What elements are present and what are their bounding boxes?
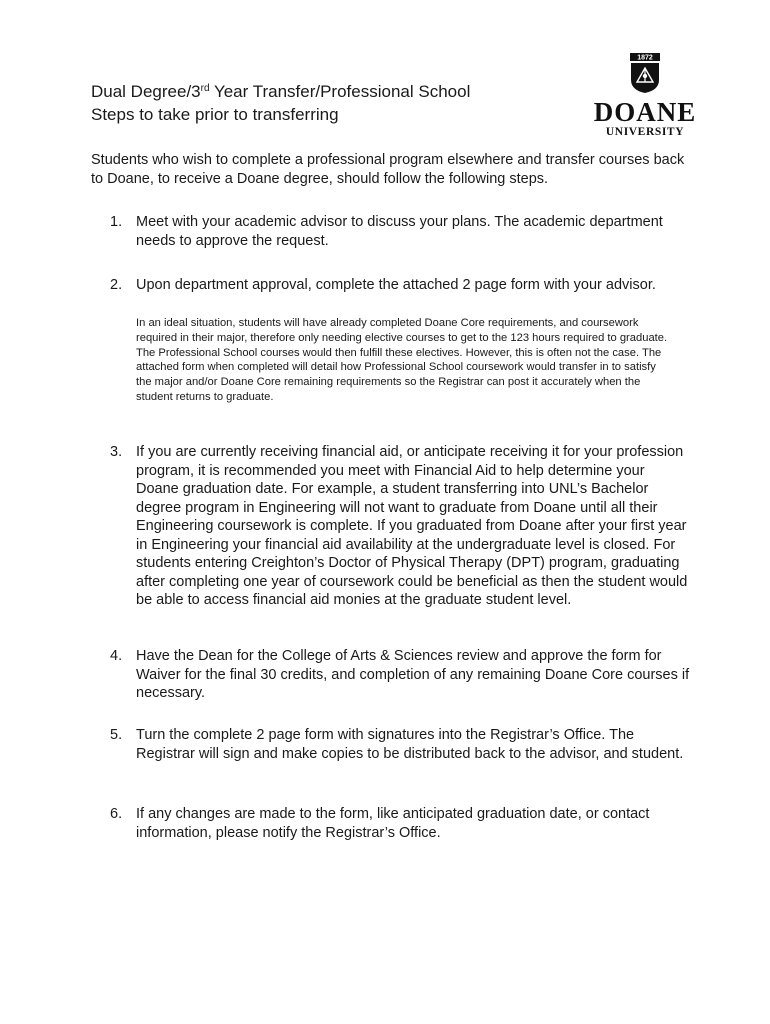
list-item-number: 5. bbox=[110, 727, 123, 743]
list-item bbox=[110, 726, 690, 763]
document-title bbox=[91, 80, 470, 126]
seal-year: 1872 bbox=[637, 54, 653, 62]
list-item-text: If any changes are made to the form, like anticipated graduation date, or contact information, please notify the Registrar’s Office. bbox=[136, 806, 650, 841]
list-item-text: Upon department approval, complete the attached 2 page form with your advisor. bbox=[136, 277, 656, 293]
intro-paragraph: Students who wish to complete a professional program elsewhere and transfer courses back to Doane, to receive a Doane degree, should follow the following steps. bbox=[91, 152, 685, 187]
list-item-number: 1. bbox=[110, 214, 123, 230]
title-line-2: Steps to take prior to transferring bbox=[91, 105, 339, 124]
list-item-number: 3. bbox=[110, 444, 123, 460]
list-item bbox=[110, 647, 690, 703]
list-item bbox=[110, 805, 690, 842]
list-item bbox=[110, 276, 690, 295]
doane-university-logo bbox=[586, 52, 704, 138]
list-item-number: 6. bbox=[110, 806, 123, 822]
list-item bbox=[110, 443, 690, 610]
logo-name: DOANE bbox=[593, 97, 697, 127]
list-item-number: 4. bbox=[110, 648, 123, 664]
list-item-text: If you are currently receiving financial aid, or anticipate receiving it for your profession program, it is recommended you meet with Financial Aid to help determine your Doane graduation date. For example, a student transferring into UNL’s Bachelor degree program in Engineering will not want to graduate from Doane until all their Engineering coursework is complete. If you graduated from Doane after your first year in Engineering your financial aid availability at the undergraduate level is closed. For students entering Creighton’s Doctor of Physical Therapy (DPT) program, graduating after completing one year of coursework could be beneficial as then the student would be able to access financial aid monies at the graduate student level. bbox=[136, 444, 688, 608]
list-item-text: Turn the complete 2 page form with signatures into the Registrar’s Office. The Registrar will sign and make copies to be distributed back to the advisor, and student. bbox=[136, 727, 684, 762]
logo-subtitle: UNIVERSITY bbox=[605, 126, 685, 138]
doane-seal-icon bbox=[629, 52, 661, 94]
list-item-text: Have the Dean for the College of Arts & Sciences review and approve the form for Waiver for the final 30 credits, and completion of any remaining Doane Core courses if necessary. bbox=[136, 648, 690, 701]
list-item bbox=[110, 213, 690, 250]
step-2-note: In an ideal situation, students will have already completed Doane Core requirements, and coursework required in their major, therefore only needing elective courses to get to the 123 hours required to graduate. The Professional School courses would then fulfill these electives. However, this is often not the case. The attached form when completed will detail how Professional School coursework would transfer in to satisfy the major and/or Doane Core remaining requirements so the Registrar can post it accurately when the student returns to graduate. bbox=[136, 317, 668, 403]
title-line-1: Dual Degree/3rd Year Transfer/Professional School bbox=[91, 82, 471, 101]
list-item-text: Meet with your academic advisor to discuss your plans. The academic department needs to approve the request. bbox=[136, 214, 663, 249]
list-item-number: 2. bbox=[110, 277, 123, 293]
